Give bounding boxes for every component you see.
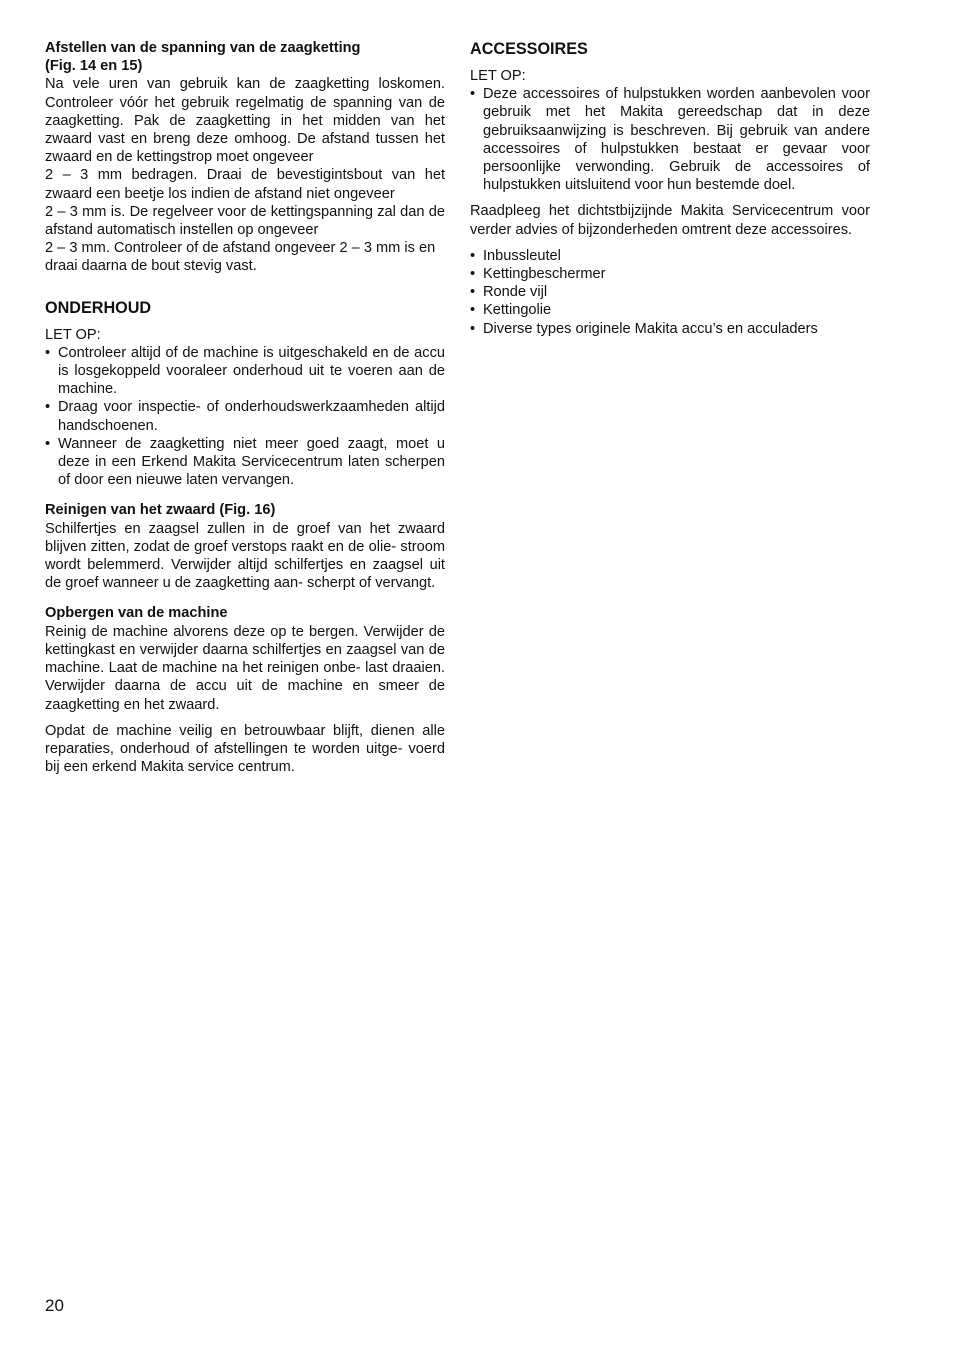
storage-paragraph-1: Reinig de machine alvorens deze op te bergen. Verwijder de kettingkast en verwijder daarna schilfertjes en zaagsel van de machine. Laat de machine na het reinigen onbe- last draaien. Verwijder daarna de accu uit de machine en smeer de zaagketting en het zwaard. xyxy=(45,623,445,713)
clean-bar-heading: Reinigen van het zwaard (Fig. 16) xyxy=(45,502,276,519)
list-item: • Draag voor inspectie- of onderhoudswerkzaamheden altijd handschoenen. xyxy=(45,398,445,434)
list-item: • Kettingbeschermer xyxy=(470,265,870,283)
chain-tension-paragraph-1: Na vele uren van gebruik kan de zaagketting loskomen. Controleer vóór het gebruik regelmatig de spanning van de zaagketting. Pak de zaagketting in het midden van het zwaard vast en breng deze omhoog. De afstand tussen het zwaard en de kettingstrop moet ongeveer xyxy=(45,76,445,166)
list-item: • Wanneer de zaagketting niet meer goed zaagt, moet u deze in een Erkend Makita Servicecentrum laten scherpen of door een nieuwe laten vervangen. xyxy=(45,435,445,490)
list-item: • Diverse types originele Makita accu’s en acculaders xyxy=(470,320,870,338)
chain-tension-heading xyxy=(45,39,445,75)
chain-tension-paragraph-3: 2 – 3 mm is. De regelveer voor de kettingspanning zal dan de afstand automatisch instellen op ongeveer xyxy=(45,203,445,239)
storage-paragraph-2: Opdat de machine veilig en betrouwbaar blijft, dienen alle reparaties, onderhoud of afstellingen te worden uitge- voerd bij een erkend Makita service centrum. xyxy=(45,722,445,776)
chain-tension-paragraph-2: 2 – 3 mm bedragen. Draai de bevestigintsbout van het zwaard een beetje los indien de afstand niet ongeveer xyxy=(45,167,445,202)
accessories-caution-label: LET OP: xyxy=(470,68,526,84)
accessories-caution-list xyxy=(470,85,870,194)
list-item: • Kettingolie xyxy=(470,301,870,319)
list-item: • Controleer altijd of de machine is uitgeschakeld en de accu is losgekoppeld vooraleer onderhoud uit te voeren aan de machine. xyxy=(45,344,445,399)
maintenance-bullet-list xyxy=(45,344,445,490)
accessories-item-list xyxy=(470,247,870,338)
chain-tension-heading-line-2: (Fig. 14 en 15) xyxy=(45,58,143,75)
list-item: • Ronde vijl xyxy=(470,283,870,301)
storage-heading: Opbergen van de machine xyxy=(45,605,228,622)
maintenance-caution-label: LET OP: xyxy=(45,326,101,343)
chain-tension-heading-line-1: Afstellen van de spanning van de zaagketting xyxy=(45,40,361,56)
chain-tension-paragraph-4: 2 – 3 mm. Controleer of de afstand ongeveer 2 – 3 mm is en draai daarna de bout stevig vast. xyxy=(45,240,436,275)
maintenance-heading: ONDERHOUD xyxy=(45,298,152,317)
list-item: • Deze accessoires of hulpstukken worden aanbevolen voor gebruik met het Makita gereedschap dat in deze gebruiksaanwijzing is beschreven. Bij gebruik van andere accessoires of hulpstukken bestaat er gevaar voor persoonlijke verwonding. Gebruik de accessoires of hulpstukken uitsluitend voor hun bestemde doel. xyxy=(470,85,870,194)
page-number: 20 xyxy=(45,1296,64,1315)
clean-bar-paragraph: Schilfertjes en zaagsel zullen in de groef van het zwaard blijven zitten, zodat de groef verstops raakt en de olie- stroom wordt belemmerd. Verwijder altijd schilfertjes en zaagsel uit de groef wanneer u de zaagketting aan- scherpt of vervangt. xyxy=(45,520,445,592)
accessories-heading: ACCESSOIRES xyxy=(470,40,588,58)
list-item: • Inbussleutel xyxy=(470,247,870,265)
service-centre-paragraph: Raadpleeg het dichtstbijzijnde Makita Servicecentrum voor verder advies of bijzonderheden omtrent deze accessoires. xyxy=(470,203,870,238)
left-column xyxy=(45,39,445,776)
right-column xyxy=(470,39,870,338)
